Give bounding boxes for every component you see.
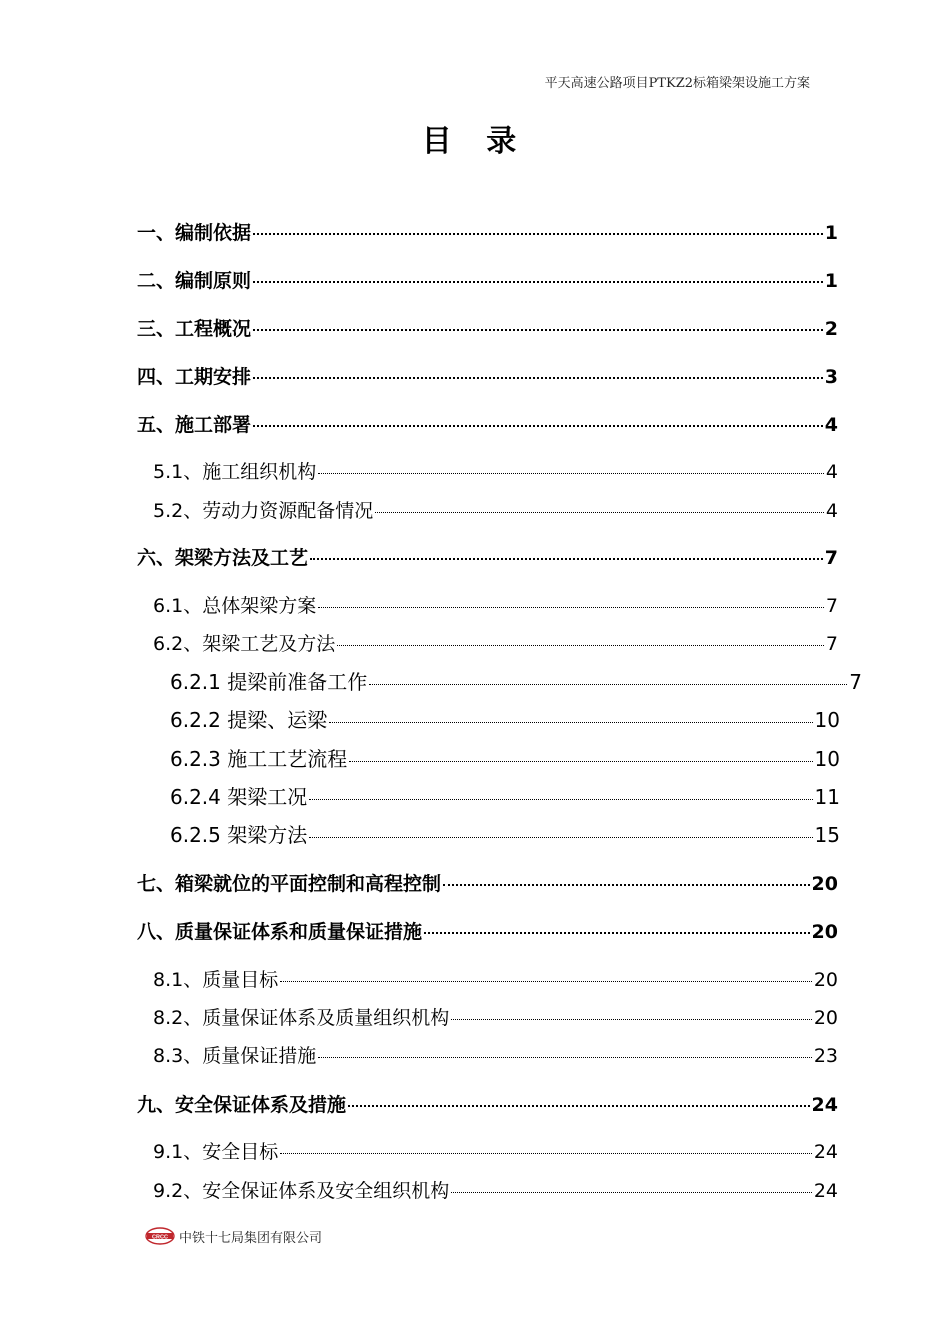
leader-dots <box>375 511 824 513</box>
leader-dots <box>318 606 824 608</box>
toc-entry[interactable] <box>137 362 838 389</box>
leader-dots <box>253 328 823 331</box>
toc-page: 7 <box>824 547 838 569</box>
page-title: 目 录 <box>421 124 529 159</box>
page-footer <box>145 1226 322 1246</box>
leader-dots <box>253 232 823 235</box>
toc-label: 8.3、质量保证措施 <box>153 1045 317 1067</box>
leader-dots <box>337 644 824 646</box>
toc-page: 2 <box>824 318 838 340</box>
toc-page: 4 <box>825 500 838 522</box>
toc-entry[interactable] <box>153 629 838 656</box>
toc-entry[interactable] <box>153 457 838 484</box>
toc-page: 7 <box>825 595 838 617</box>
toc-entry[interactable] <box>153 1176 838 1203</box>
leader-dots <box>309 836 812 838</box>
toc-page: 24 <box>813 1180 838 1202</box>
toc-page: 20 <box>813 1007 838 1029</box>
toc-page: 24 <box>813 1141 838 1163</box>
leader-dots <box>253 424 823 427</box>
toc-label: 6.2.1 提梁前准备工作 <box>170 670 368 694</box>
toc-label: 8.1、质量目标 <box>153 969 279 991</box>
toc-page: 1 <box>824 222 838 244</box>
toc-page: 7 <box>825 633 838 655</box>
leader-dots <box>369 683 847 685</box>
page-header: 平天高速公路项目PTKZ2标箱梁架设施工方案 <box>544 76 810 91</box>
toc-entry[interactable] <box>137 410 838 437</box>
leader-dots <box>424 931 810 934</box>
toc-label: 8.2、质量保证体系及质量组织机构 <box>153 1007 450 1029</box>
toc-page: 15 <box>814 823 840 847</box>
toc-entry[interactable] <box>153 591 838 618</box>
leader-dots <box>253 376 823 379</box>
toc-entry[interactable] <box>153 1137 838 1164</box>
leader-dots <box>309 798 812 800</box>
toc-label: 一、编制依据 <box>137 222 252 244</box>
toc-entry[interactable] <box>137 266 838 293</box>
toc-entry[interactable] <box>137 218 838 245</box>
toc-page: 20 <box>811 873 838 895</box>
toc-page: 7 <box>849 670 862 694</box>
toc-label: 八、质量保证体系和质量保证措施 <box>137 921 423 943</box>
toc-page: 20 <box>811 921 838 943</box>
leader-dots <box>253 280 823 283</box>
toc-page: 10 <box>814 747 840 771</box>
toc-label: 七、箱梁就位的平面控制和高程控制 <box>137 873 442 895</box>
toc-entry[interactable] <box>137 917 838 944</box>
toc-label: 6.1、总体架梁方案 <box>153 595 317 617</box>
toc-entry[interactable] <box>137 314 838 341</box>
toc-entry[interactable] <box>153 1003 838 1030</box>
toc-label: 9.2、安全保证体系及安全组织机构 <box>153 1180 450 1202</box>
toc-entry[interactable] <box>170 743 840 772</box>
toc-label: 6.2.2 提梁、运梁 <box>170 708 328 732</box>
leader-dots <box>451 1018 812 1020</box>
toc-label: 五、施工部署 <box>137 414 252 436</box>
leader-dots <box>329 721 812 723</box>
leader-dots <box>451 1191 812 1193</box>
toc-entry[interactable] <box>170 819 840 848</box>
toc-entry[interactable] <box>170 781 840 810</box>
toc-label: 6.2.5 架梁方法 <box>170 823 308 847</box>
toc-page: 11 <box>814 785 840 809</box>
leader-dots <box>280 1152 812 1154</box>
toc-label: 九、安全保证体系及措施 <box>137 1094 347 1116</box>
toc-entry[interactable] <box>153 1041 838 1068</box>
toc-label: 5.2、劳动力资源配备情况 <box>153 500 374 522</box>
toc-label: 二、编制原则 <box>137 270 252 292</box>
toc-label: 四、工期安排 <box>137 366 252 388</box>
leader-dots <box>280 980 812 982</box>
toc-page: 4 <box>825 461 838 483</box>
toc-page: 20 <box>813 969 838 991</box>
toc-page: 24 <box>811 1094 838 1116</box>
leader-dots <box>349 760 812 762</box>
leader-dots <box>443 883 810 886</box>
toc-page: 10 <box>814 708 840 732</box>
toc-label: 三、工程概况 <box>137 318 252 340</box>
toc-entry[interactable] <box>153 496 838 523</box>
leader-dots <box>318 1056 812 1058</box>
toc-page: 1 <box>824 270 838 292</box>
toc-entry[interactable] <box>153 965 838 992</box>
toc-label: 六、架梁方法及工艺 <box>137 547 309 569</box>
leader-dots <box>310 557 823 560</box>
toc-entry[interactable] <box>137 543 838 570</box>
toc-label: 5.1、施工组织机构 <box>153 461 317 483</box>
toc-label: 6.2.3 施工工艺流程 <box>170 747 348 771</box>
toc-page: 4 <box>824 414 838 436</box>
leader-dots <box>348 1104 810 1107</box>
toc-page: 3 <box>824 366 838 388</box>
toc-entry[interactable] <box>137 869 838 896</box>
leader-dots <box>318 472 824 474</box>
company-logo-icon <box>145 1226 175 1246</box>
toc-label: 6.2.4 架梁工况 <box>170 785 308 809</box>
toc-label: 6.2、架梁工艺及方法 <box>153 633 336 655</box>
toc-entry[interactable] <box>170 666 862 695</box>
company-name: 中铁十七局集团有限公司 <box>179 1230 323 1246</box>
toc-entry[interactable] <box>170 704 840 733</box>
svg-text:CRCC: CRCC <box>152 1234 168 1241</box>
toc-label: 9.1、安全目标 <box>153 1141 279 1163</box>
toc-page: 23 <box>813 1045 838 1067</box>
toc-entry[interactable] <box>137 1090 838 1117</box>
